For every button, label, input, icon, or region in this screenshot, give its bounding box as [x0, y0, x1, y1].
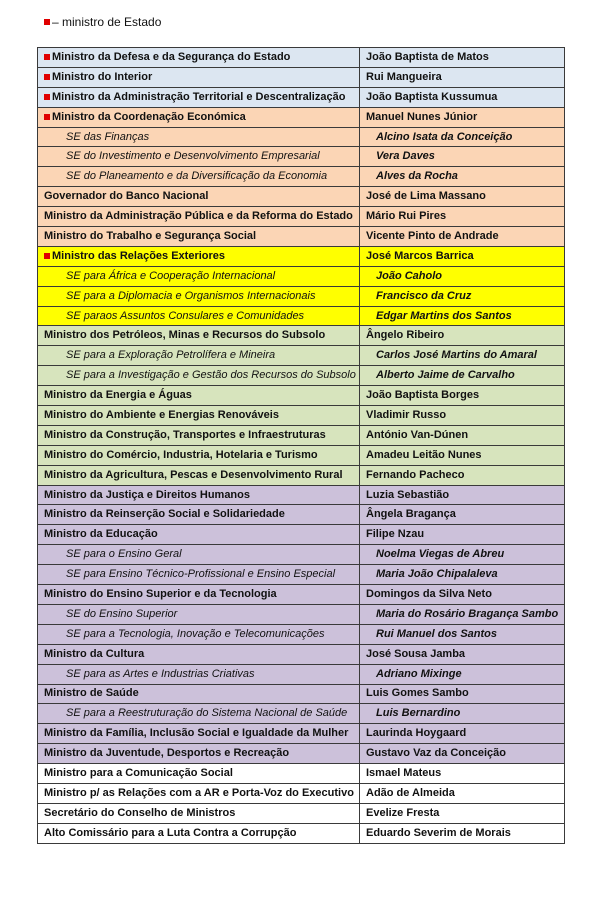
position-label: SE para a Exploração Petrolífera e Mineira — [66, 349, 276, 362]
position-cell — [38, 386, 360, 406]
position-label: Secretário do Conselho de Ministros — [44, 806, 236, 819]
minister-marker-icon — [44, 253, 50, 259]
holder-name: Evelize Fresta — [360, 803, 565, 823]
position-label: Alto Comissário para a Luta Contra a Corrupção — [44, 826, 297, 839]
position-label: Governador do Banco Nacional — [44, 190, 209, 203]
holder-name: Alves da Rocha — [360, 167, 565, 187]
position-cell — [38, 266, 360, 286]
secretary-row — [38, 167, 565, 187]
minister-row — [38, 783, 565, 803]
holder-name: Laurinda Hoygaard — [360, 724, 565, 744]
minister-row — [38, 227, 565, 247]
minister-row — [38, 48, 565, 68]
position-label: Ministro do Interior — [52, 70, 153, 83]
position-cell — [38, 704, 360, 724]
holder-name: José de Lima Massano — [360, 187, 565, 207]
position-label: Ministro da Energia e Águas — [44, 389, 192, 402]
position-label: Ministro da Administração Territorial e Descentralização — [52, 90, 346, 103]
position-cell — [38, 48, 360, 68]
position-label: SE do Ensino Superior — [66, 607, 178, 620]
position-cell — [38, 545, 360, 565]
position-cell — [38, 624, 360, 644]
holder-name: Ismael Mateus — [360, 764, 565, 784]
holder-name: Maria João Chipalaleva — [360, 565, 565, 585]
minister-row — [38, 425, 565, 445]
minister-row — [38, 684, 565, 704]
holder-name: Rui Mangueira — [360, 67, 565, 87]
minister-row — [38, 207, 565, 227]
position-cell — [38, 326, 360, 346]
position-cell — [38, 764, 360, 784]
position-label: SE para África e Cooperação Internacional — [66, 269, 276, 282]
position-cell — [38, 823, 360, 843]
position-cell — [38, 425, 360, 445]
position-cell — [38, 67, 360, 87]
minister-row — [38, 445, 565, 465]
cabinet-table-body — [38, 48, 565, 844]
position-cell — [38, 306, 360, 326]
holder-name: João Baptista Borges — [360, 386, 565, 406]
position-label: SE paraos Assuntos Consulares e Comunidades — [66, 309, 305, 322]
secretary-row — [38, 346, 565, 366]
secretary-row — [38, 127, 565, 147]
position-label: SE para a Reestruturação do Sistema Nacional de Saúde — [66, 707, 348, 720]
position-cell — [38, 406, 360, 426]
minister-row — [38, 585, 565, 605]
minister-row — [38, 724, 565, 744]
minister-row — [38, 386, 565, 406]
holder-name: Filipe Nzau — [360, 525, 565, 545]
holder-name: Ângelo Ribeiro — [360, 326, 565, 346]
holder-name: António Van-Dúnen — [360, 425, 565, 445]
position-label: SE das Finanças — [66, 130, 150, 143]
position-label: Ministro do Ensino Superior e da Tecnologia — [44, 587, 277, 600]
position-cell — [38, 147, 360, 167]
holder-name: João Baptista de Matos — [360, 48, 565, 68]
position-cell — [38, 664, 360, 684]
position-cell — [38, 87, 360, 107]
holder-name: Adriano Mixinge — [360, 664, 565, 684]
secretary-row — [38, 545, 565, 565]
holder-name: Vicente Pinto de Andrade — [360, 227, 565, 247]
position-label: SE para a Investigação e Gestão dos Recursos do Subsolo — [66, 369, 356, 382]
position-label: SE para Ensino Técnico-Profissional e Ensino Especial — [66, 568, 336, 581]
secretary-row — [38, 147, 565, 167]
secretary-row — [38, 286, 565, 306]
position-cell — [38, 644, 360, 664]
holder-name: Edgar Martins dos Santos — [360, 306, 565, 326]
holder-name: Carlos José Martins do Amaral — [360, 346, 565, 366]
minister-row — [38, 744, 565, 764]
holder-name: Fernando Pacheco — [360, 465, 565, 485]
holder-name: Luis Bernardino — [360, 704, 565, 724]
holder-name: Luis Gomes Sambo — [360, 684, 565, 704]
minister-row — [38, 67, 565, 87]
position-label: Ministro do Trabalho e Segurança Social — [44, 229, 257, 242]
cabinet-table — [37, 47, 565, 844]
secretary-row — [38, 366, 565, 386]
minister-row — [38, 406, 565, 426]
holder-name: Alberto Jaime de Carvalho — [360, 366, 565, 386]
holder-name: Mário Rui Pires — [360, 207, 565, 227]
holder-name: Manuel Nunes Júnior — [360, 107, 565, 127]
holder-name: Amadeu Leitão Nunes — [360, 445, 565, 465]
holder-name: Vera Daves — [360, 147, 565, 167]
position-label: SE do Planeamento e da Diversificação da Economia — [66, 170, 328, 183]
position-cell — [38, 485, 360, 505]
holder-name: Ângela Bragança — [360, 505, 565, 525]
minister-row — [38, 764, 565, 784]
position-cell — [38, 246, 360, 266]
position-label: Ministro p/ as Relações com a AR e Porta-Voz do Executivo — [44, 786, 354, 799]
holder-name: Domingos da Silva Neto — [360, 585, 565, 605]
minister-row — [38, 505, 565, 525]
position-label: Ministro da Agricultura, Pescas e Desenvolvimento Rural — [44, 468, 343, 481]
position-label: Ministro da Família, Inclusão Social e Igualdade da Mulher — [44, 727, 349, 740]
position-label: Ministro do Ambiente e Energias Renováveis — [44, 408, 279, 421]
holder-name: Alcino Isata da Conceição — [360, 127, 565, 147]
position-label: Ministro da Cultura — [44, 647, 145, 660]
position-cell — [38, 604, 360, 624]
position-cell — [38, 227, 360, 247]
holder-name: Maria do Rosário Bragança Sambo — [360, 604, 565, 624]
position-label: Ministro dos Petróleos, Minas e Recursos do Subsolo — [44, 329, 326, 342]
position-cell — [38, 187, 360, 207]
secretary-row — [38, 306, 565, 326]
secretary-row — [38, 664, 565, 684]
minister-row — [38, 644, 565, 664]
position-label: SE para a Diplomacia e Organismos Internacionais — [66, 289, 316, 302]
minister-marker-icon — [44, 94, 50, 100]
secretary-row — [38, 624, 565, 644]
position-cell — [38, 445, 360, 465]
minister-row — [38, 187, 565, 207]
holder-name: José Sousa Jamba — [360, 644, 565, 664]
position-cell — [38, 525, 360, 545]
position-cell — [38, 286, 360, 306]
position-cell — [38, 366, 360, 386]
position-cell — [38, 107, 360, 127]
holder-name: Gustavo Vaz da Conceição — [360, 744, 565, 764]
holder-name: João Caholo — [360, 266, 565, 286]
holder-name: Vladimir Russo — [360, 406, 565, 426]
legend — [44, 15, 161, 29]
position-cell — [38, 585, 360, 605]
holder-name: Rui Manuel dos Santos — [360, 624, 565, 644]
minister-row — [38, 823, 565, 843]
position-label: Ministro da Administração Pública e da Reforma do Estado — [44, 210, 353, 223]
position-label: Ministro da Justiça e Direitos Humanos — [44, 488, 250, 501]
minister-marker-icon — [44, 74, 50, 80]
minister-row — [38, 107, 565, 127]
position-cell — [38, 744, 360, 764]
minister-marker-icon — [44, 114, 50, 120]
minister-row — [38, 485, 565, 505]
minister-row — [38, 525, 565, 545]
position-label: SE para a Tecnologia, Inovação e Telecomunicações — [66, 627, 325, 640]
position-cell — [38, 167, 360, 187]
position-label: Ministro da Defesa e da Segurança do Estado — [52, 50, 291, 63]
holder-name: Noelma Viegas de Abreu — [360, 545, 565, 565]
holder-name: Francisco da Cruz — [360, 286, 565, 306]
position-label: Ministro das Relações Exteriores — [52, 249, 226, 262]
position-cell — [38, 565, 360, 585]
position-cell — [38, 684, 360, 704]
minister-row — [38, 246, 565, 266]
position-cell — [38, 127, 360, 147]
minister-row — [38, 326, 565, 346]
minister-row — [38, 87, 565, 107]
holder-name: Luzia Sebastião — [360, 485, 565, 505]
holder-name: João Baptista Kussumua — [360, 87, 565, 107]
position-label: Ministro da Juventude, Desportos e Recreação — [44, 747, 290, 760]
secretary-row — [38, 565, 565, 585]
position-cell — [38, 505, 360, 525]
secretary-row — [38, 604, 565, 624]
position-cell — [38, 783, 360, 803]
position-label: Ministro de Saúde — [44, 687, 139, 700]
position-cell — [38, 207, 360, 227]
secretary-row — [38, 704, 565, 724]
position-label: Ministro da Coordenação Económica — [52, 110, 246, 123]
minister-marker-icon — [44, 54, 50, 60]
legend-text: – ministro de Estado — [52, 15, 162, 29]
position-cell — [38, 465, 360, 485]
position-cell — [38, 724, 360, 744]
minister-marker-icon — [44, 19, 50, 25]
position-label: Ministro da Educação — [44, 528, 158, 541]
position-cell — [38, 346, 360, 366]
minister-row — [38, 803, 565, 823]
holder-name: José Marcos Barrica — [360, 246, 565, 266]
position-label: SE para as Artes e Industrias Criativas — [66, 667, 255, 680]
position-label: Ministro da Reinserção Social e Solidariedade — [44, 508, 285, 521]
position-label: Ministro do Comércio, Industria, Hotelaria e Turismo — [44, 448, 318, 461]
position-cell — [38, 803, 360, 823]
position-label: SE do Investimento e Desenvolvimento Empresarial — [66, 150, 320, 163]
holder-name: Eduardo Severim de Morais — [360, 823, 565, 843]
position-label: Ministro da Construção, Transportes e Infraestruturas — [44, 428, 326, 441]
position-label: SE para o Ensino Geral — [66, 548, 182, 561]
minister-row — [38, 465, 565, 485]
secretary-row — [38, 266, 565, 286]
position-label: Ministro para a Comunicação Social — [44, 767, 233, 779]
holder-name: Adão de Almeida — [360, 783, 565, 803]
